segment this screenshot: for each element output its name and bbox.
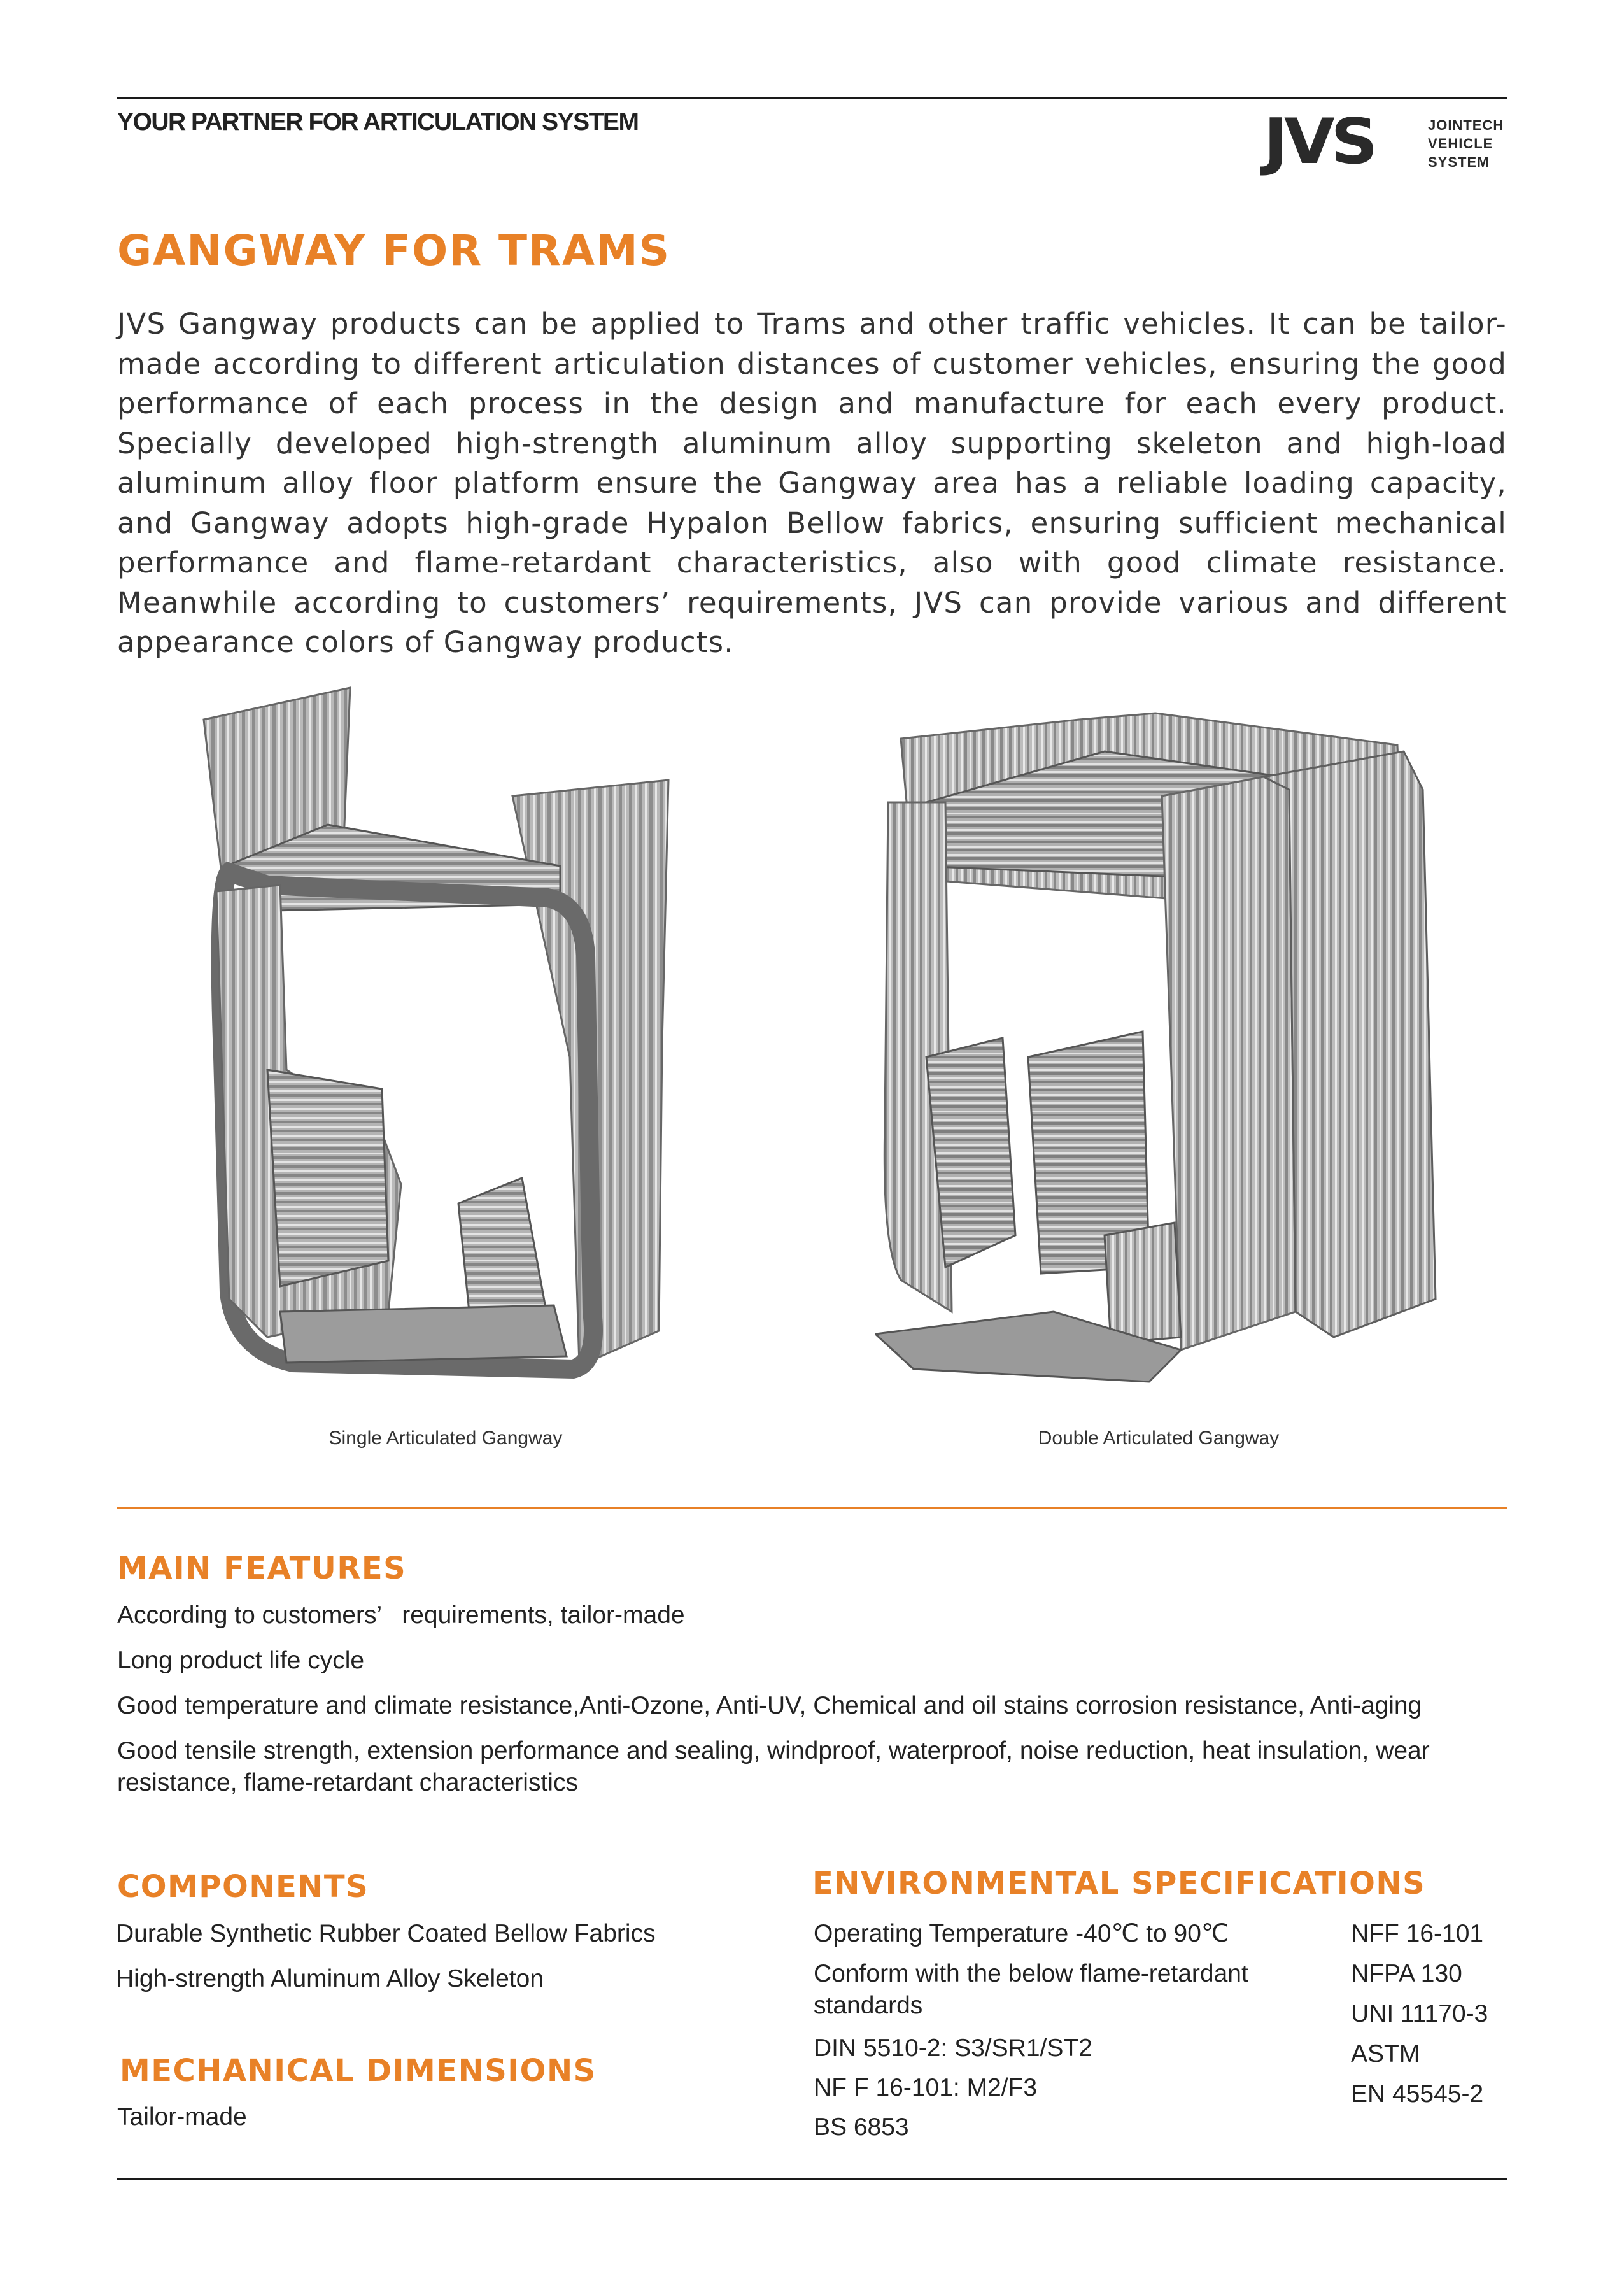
intro-paragraph: JVS Gangway products can be applied to Trams and other traffic vehicles. It can be tailor-made according to different articulation distances of customer vehicles, ensuring the good performance of each process in the design and manufacture for each every product. Specially developed high-strength aluminum alloy supporting skeleton and high-load aluminum alloy floor platform ensure the Gangway area has a reliable loading capacity, and Gangway adopts high-grade Hypalon Bellow fabrics, ensuring sufficient mechanical performance and flame-retardant characteristics, also with good climate resistance. Meanwhile according to customers’ requirements, JVS can provide various and different appearance colors of Gangway products.: [117, 307, 1507, 659]
standard-item: NFF 16-101: [1351, 1920, 1484, 1947]
feature-item: Good tensile strength, extension performance and sealing, windproof, waterproof, noise reduction, heat insulation, wear resistance, flame-retardant characteristics: [117, 1737, 1430, 1796]
jvs-logo: [1264, 106, 1507, 178]
logo-subtitle: JOINTECH VEHICLE SYSTEM: [1428, 117, 1504, 170]
feature-item: Good temperature and climate resistance,Anti-Ozone, Anti-UV, Chemical and oil stains corrosion resistance, Anti-aging: [117, 1692, 1422, 1719]
top-rule: [117, 97, 1507, 99]
page-title: GANGWAY FOR TRAMS: [117, 226, 671, 275]
feature-item: Long product life cycle: [117, 1647, 365, 1674]
component-item: Durable Synthetic Rubber Coated Bellow Fabrics: [116, 1920, 656, 1947]
environmental-specifications-heading: ENVIRONMENTAL SPECIFICATIONS: [812, 1866, 1426, 1901]
env-spec-item: DIN 5510-2: S3/SR1/ST2: [814, 2034, 1092, 2062]
main-features-heading: MAIN FEATURES: [117, 1551, 407, 1586]
logo-mark: JVS: [1264, 106, 1374, 178]
env-spec-item: NF F 16-101: M2/F3: [814, 2074, 1038, 2101]
section-divider: [117, 1507, 1507, 1509]
double-gangway-caption: Double Articulated Gangway: [1038, 1428, 1280, 1449]
mechanical-dimensions-heading: MECHANICAL DIMENSIONS: [120, 2053, 597, 2089]
feature-item: According to customers’ requirements, tailor-made: [117, 1601, 685, 1629]
env-spec-item: Conform with the below flame-retardant standards: [814, 1960, 1248, 2019]
standard-item: EN 45545-2: [1351, 2080, 1484, 2108]
bottom-rule: [117, 2178, 1507, 2180]
mechanical-dimensions-value: Tailor-made: [117, 2103, 247, 2131]
env-spec-item: BS 6853: [814, 2113, 909, 2141]
standard-item: NFPA 130: [1351, 1960, 1462, 1987]
component-item: High-strength Aluminum Alloy Skeleton: [116, 1965, 544, 1992]
tagline: YOUR PARTNER FOR ARTICULATION SYSTEM: [117, 108, 639, 136]
single-gangway-image: [191, 675, 700, 1395]
components-heading: COMPONENTS: [117, 1869, 369, 1905]
standard-item: UNI 11170-3: [1351, 2000, 1488, 2027]
standard-item: ASTM: [1351, 2040, 1420, 2068]
env-spec-item: Operating Temperature -40℃ to 90℃: [814, 1920, 1229, 1947]
single-gangway-caption: Single Articulated Gangway: [328, 1428, 563, 1449]
double-gangway-image: [875, 675, 1461, 1395]
